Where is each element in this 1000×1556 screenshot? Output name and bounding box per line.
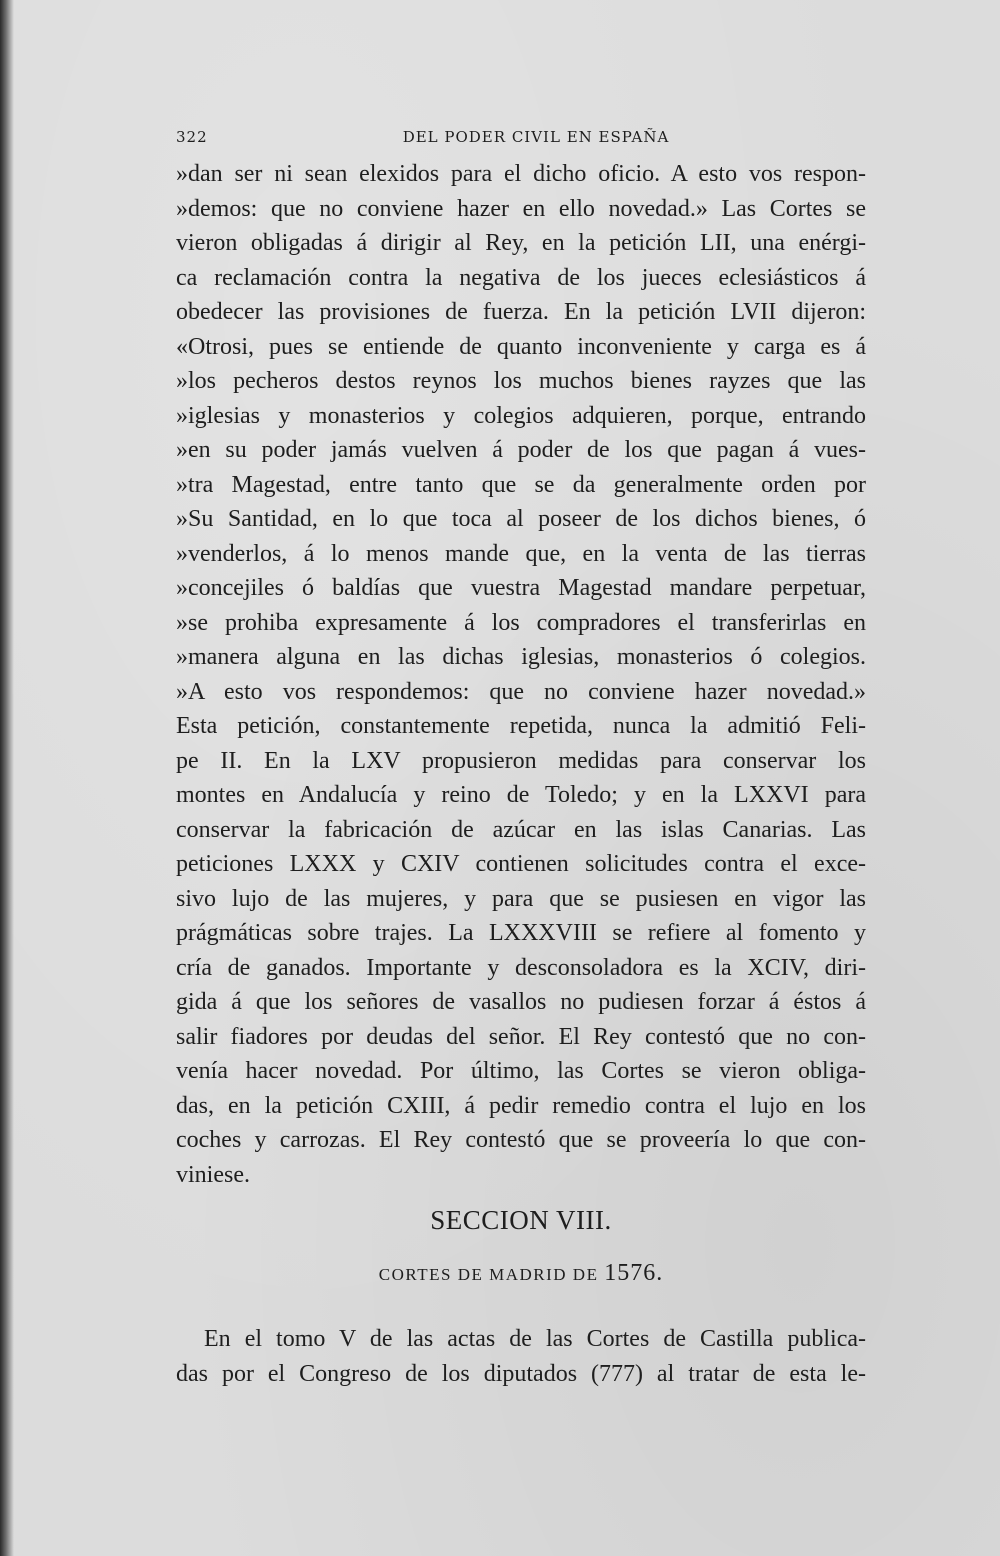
text-line: »tra Magestad, entre tanto que se da generalmente orden por (176, 471, 866, 498)
text-line: »manera alguna en las dichas iglesias, monasterios ó colegios. (176, 644, 866, 670)
text-line: das, en la petición CXIII, á pedir remedio contra el lujo en los (176, 1092, 866, 1119)
text-line: sivo lujo de las mujeres, y para que se pusiesen en vigor las (176, 885, 866, 912)
text-line: »concejiles ó baldías que vuestra Magestad mandare perpetuar, (176, 575, 866, 601)
text-line: peticiones LXXX y CXIV contienen solicitudes contra el exce- (176, 851, 866, 877)
text-line: viniese. (176, 1161, 250, 1188)
text-line: cría de ganados. Importante y desconsoladora es la XCIV, diri- (176, 954, 866, 981)
text-line: gida á que los señores de vasallos no pudiesen forzar á éstos á (176, 989, 866, 1015)
text-line: salir fiadores por deudas del señor. El Rey contestó que no con- (176, 1023, 866, 1050)
body-text (176, 157, 866, 1192)
text-line: En el tomo V de las actas de las Cortes de Castilla publica- (204, 1326, 866, 1352)
section-subtitle-text: CORTES DE MADRID DE (378, 1265, 599, 1284)
text-line: »se prohiba expresamente á los compradores el transferirlas en (176, 609, 866, 636)
text-line: das por el Congreso de los diputados (777) al tratar de esta le- (176, 1360, 866, 1387)
text-line: conservar la fabricación de azúcar en las islas Canarias. Las (176, 816, 866, 843)
text-line: obedecer las provisiones de fuerza. En la petición LVII dijeron: (176, 299, 866, 325)
text-line: coches y carrozas. El Rey contestó que se proveería lo que con- (176, 1127, 866, 1153)
running-header (176, 128, 866, 152)
section-subtitle (176, 1260, 866, 1287)
text-line: »Su Santidad, en lo que toca al poseer de los dichos bienes, ó (176, 506, 866, 532)
text-line: »en su poder jamás vuelven á poder de los que pagan á vues- (176, 437, 866, 463)
text-line: prágmáticas sobre trajes. La LXXXVIII se refiere al fomento y (176, 920, 866, 946)
text-line: »los pecheros destos reynos los muchos bienes rayzes que las (176, 368, 866, 394)
section-year: 1576. (604, 1260, 664, 1286)
running-title: DEL PODER CIVIL EN ESPAÑA (402, 128, 670, 146)
text-line: pe II. En la LXV propusieron medidas para conservar los (176, 747, 866, 774)
text-line: »venderlos, á lo menos mande que, en la venta de las tierras (176, 540, 866, 567)
page-number: 322 (176, 128, 208, 146)
text-line: »demos: que no conviene hazer en ello novedad.» Las Cortes se (176, 195, 866, 222)
closing-paragraph (176, 1322, 866, 1391)
text-line: vieron obligadas á dirigir al Rey, en la petición LII, una enérgi- (176, 230, 866, 256)
text-line: ca reclamación contra la negativa de los jueces eclesiásticos á (176, 264, 866, 291)
text-line: «Otrosi, pues se entiende de quanto inconveniente y carga es á (176, 333, 866, 360)
text-line: Esta petición, constantemente repetida, nunca la admitió Feli- (176, 713, 866, 739)
text-line: »dan ser ni sean elexidos para el dicho oficio. A esto vos respon- (176, 161, 866, 187)
text-line: montes en Andalucía y reino de Toledo; y en la LXXVI para (176, 782, 866, 808)
text-line: »iglesias y monasterios y colegios adquieren, porque, entrando (176, 402, 866, 429)
text-line: venía hacer novedad. Por último, las Cortes se vieron obliga- (176, 1058, 866, 1084)
page-binding-shadow (0, 0, 14, 1556)
text-line: »A esto vos respondemos: que no conviene hazer novedad.» (176, 678, 866, 705)
section-title: SECCION VIII. (430, 1205, 612, 1235)
